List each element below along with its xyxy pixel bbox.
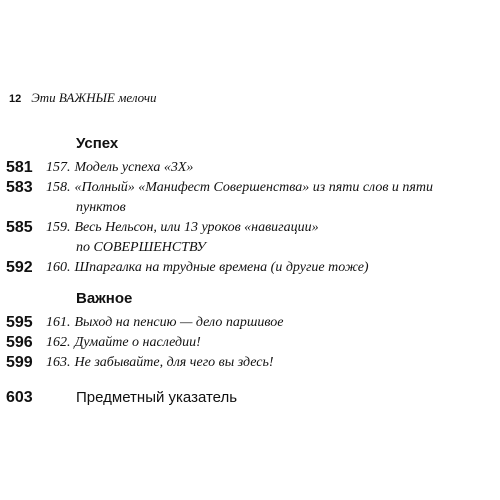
entry-number: 161. [46,315,71,330]
entry-text: Шпаргалка на трудные времена (и другие тоже) [74,260,369,275]
entry-number: 160. [46,260,71,275]
running-title: Эти ВАЖНЫЕ мелочи [31,90,157,105]
section-heading-vazhnoe: Важное [76,290,133,307]
entry-text: Весь Нельсон, или 13 уроков «навигации» [74,220,319,235]
toc-entry-title [46,158,494,178]
toc-page-number: 595 [6,314,33,331]
entry-text: «Полный» «Манифест Совершенства» из пяти слов и пяти [74,180,434,195]
toc-entry[interactable] [0,178,500,215]
toc-entry[interactable] [0,158,500,178]
toc-entry-title [46,178,494,198]
index-title: Предметный указатель [76,389,238,406]
toc-page-number: 581 [6,159,33,176]
toc-entry-title [46,218,494,238]
entry-number: 163. [46,355,71,370]
toc-entry-title [46,313,494,333]
toc-page-number: 583 [6,179,33,196]
entry-text: Выход на пенсию — дело паршивое [74,315,284,330]
entry-text: Модель успеха «3Х» [74,160,194,175]
toc-page-number: 585 [6,219,33,236]
toc-page-number: 599 [6,354,33,371]
toc-entry-title [46,353,494,373]
toc-entry[interactable] [0,353,500,373]
entry-number: 162. [46,335,71,350]
running-header [9,90,157,110]
entry-text: Думайте о наследии! [74,335,201,350]
page-number: 12 [9,93,22,105]
entry-number: 158. [46,180,71,195]
toc-entry-title [46,333,494,353]
entry-continuation: пунктов [76,200,126,215]
toc-entry[interactable] [0,313,500,333]
toc-entry-index[interactable] [0,388,500,408]
entry-continuation: по СОВЕРШЕНСТВУ [76,240,206,255]
toc-page-number: 592 [6,259,33,276]
toc-entry[interactable] [0,218,500,255]
entry-number: 159. [46,220,71,235]
toc-page-number: 603 [6,389,33,406]
toc-entry-title [46,258,494,278]
entry-text: Не забывайте, для чего вы здесь! [74,355,274,370]
toc-entry[interactable] [0,258,500,278]
section-heading-uspekh: Успех [76,135,119,152]
entry-number: 157. [46,160,71,175]
toc-entry[interactable] [0,333,500,353]
toc-page-number: 596 [6,334,33,351]
